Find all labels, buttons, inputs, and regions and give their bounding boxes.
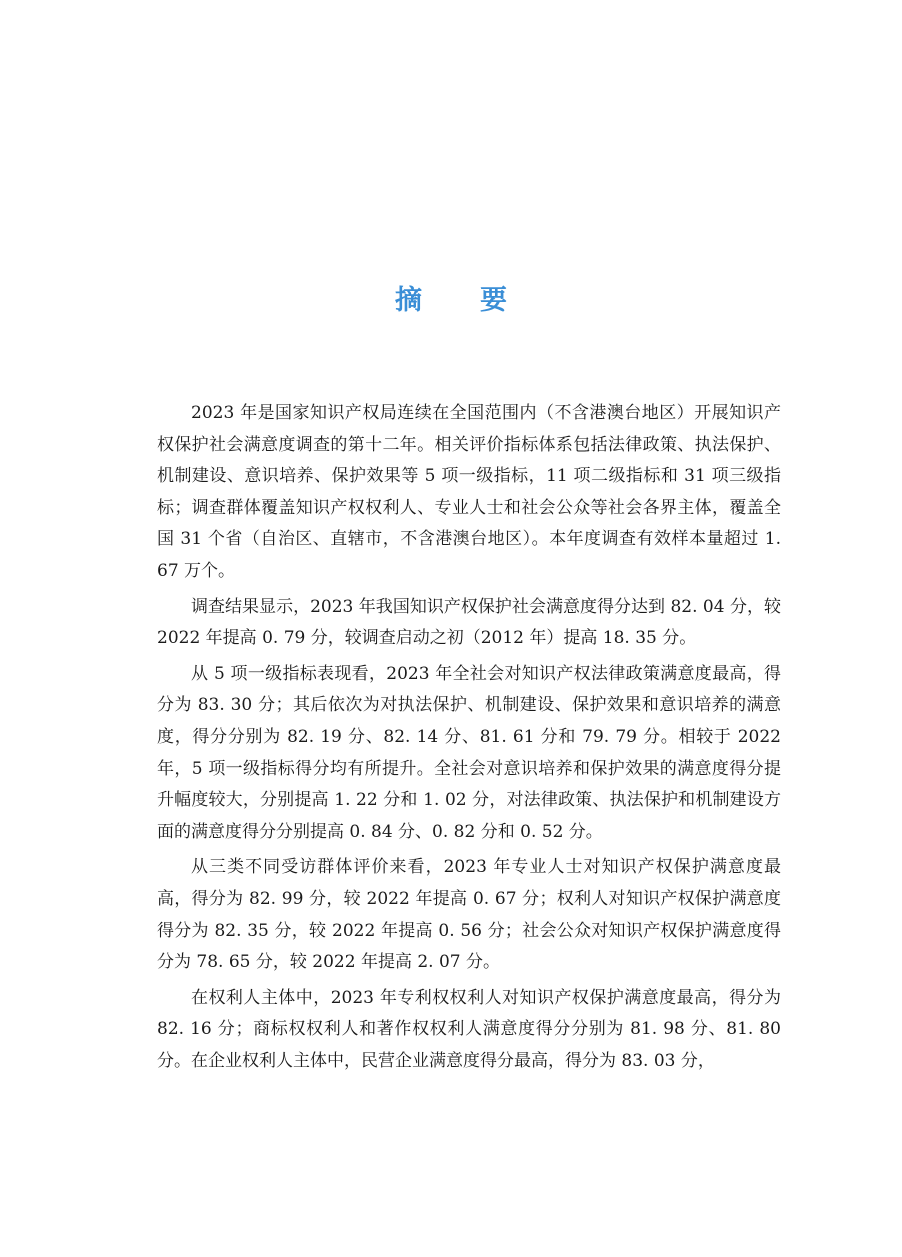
page-title — [0, 278, 902, 317]
paragraph-survey-overview: 2023 年是国家知识产权局连续在全国范围内（不含港澳台地区）开展知识产权保护社会满意度调查的第十二年。相关评价指标体系包括法律政策、执法保护、机制建设、意识培养、保护效果等 5 项一级指标，11 项二级指标和 31 项三级指标；调查群体覆盖知识产权权利人、专业人士和社会公众等社会各界主体，覆盖全国 31 个省（自治区、直辖市，不含港澳台地区）。本年度调查有效样本量超过 1. 67 万个。 — [157, 403, 781, 581]
paragraph-overall-score: 调查结果显示，2023 年我国知识产权保护社会满意度得分达到 82. 04 分，较 2022 年提高 0. 79 分，较调查启动之初（2012 年）提高 18. 35 分。 — [157, 596, 781, 649]
abstract-body — [157, 398, 781, 1081]
paragraph-respondent-groups: 从三类不同受访群体评价来看，2023 年专业人士对知识产权保护满意度最高，得分为 82. 99 分，较 2022 年提高 0. 67 分；权利人对知识产权保护满意度得分为 82. 35 分，较 2022 年提高 0. 56 分；社会公众对知识产权保护满意度得分为 78. 65 分，较 2022 年提高 2. 07 分。 — [157, 857, 781, 973]
paragraph-primary-indicators: 从 5 项一级指标表现看，2023 年全社会对知识产权法律政策满意度最高，得分为 83. 30 分；其后依次为对执法保护、机制建设、保护效果和意识培养的满意度，得分分别为 82. 19 分、82. 14 分、81. 61 分和 79. 79 分。相较于 2022 年，5 项一级指标得分均有所提升。全社会对意识培养和保护效果的满意度得分提升幅度较大，分别提高 1. 22 分和 1. 02 分，对法律政策、执法保护和机制建设方面的满意度得分分别提高 0. 84 分、0. 82 分和 0. 52 分。 — [157, 663, 781, 842]
page-title-char-2: 要 — [480, 285, 507, 316]
page-title-char-1: 摘 — [395, 285, 422, 316]
paragraph-rights-holders: 在权利人主体中，2023 年专利权权利人对知识产权保护满意度最高，得分为 82. 16 分；商标权权利人和著作权权利人满意度得分分别为 81. 98 分、81. 80 分。在企业权利人主体中，民营企业满意度得分最高，得分为 83. 03 分， — [157, 987, 781, 1071]
